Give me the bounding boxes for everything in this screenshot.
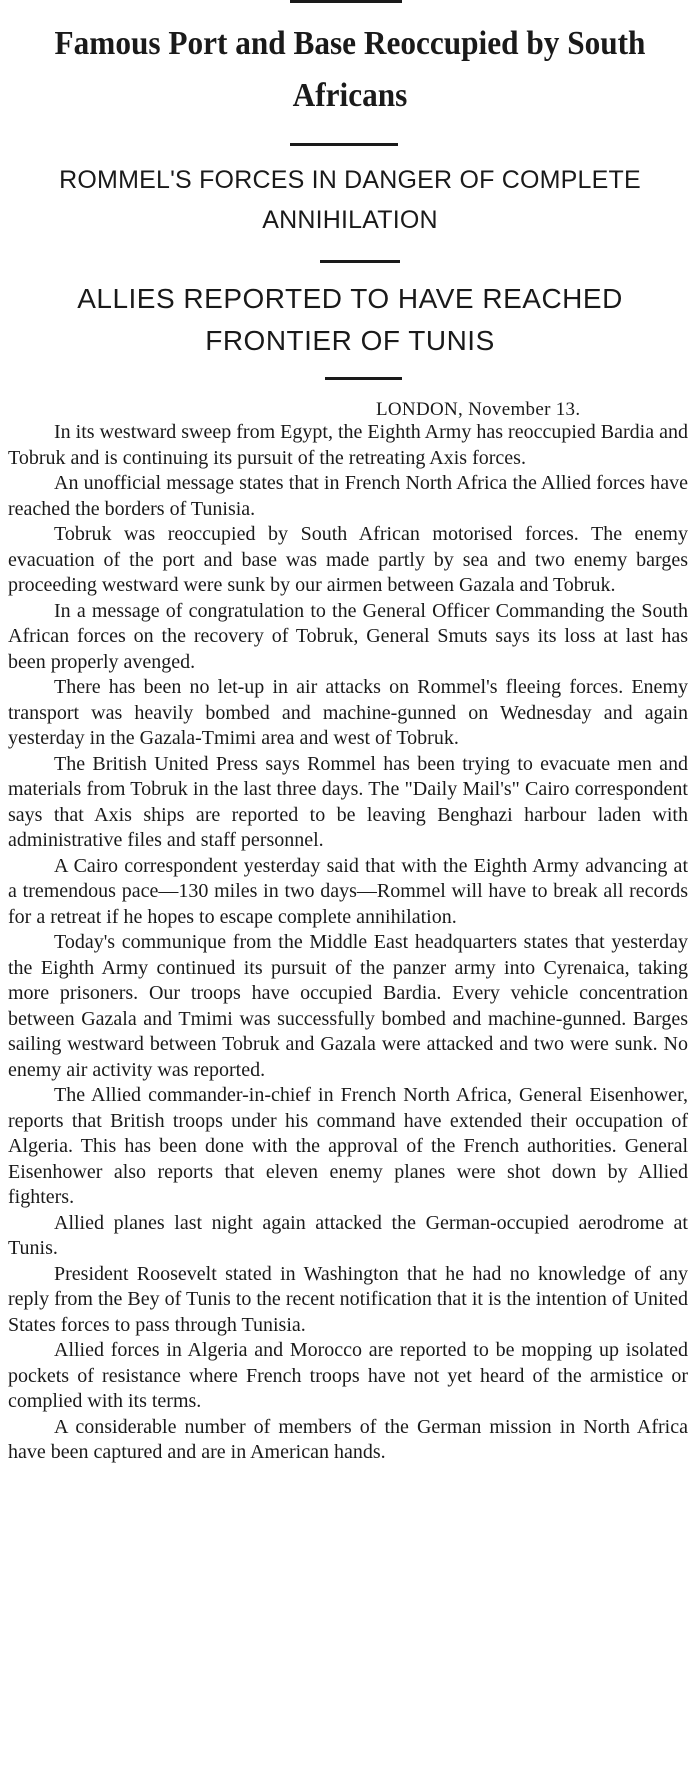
paragraph: The British United Press says Rommel has been trying to evacuate men and materials from Tobruk in the last three days. The "Daily Mail's" Cairo correspondent says that Axis ships are reported to be leaving Benghazi harbour laden with administrative files and staff personnel. — [8, 752, 688, 851]
rule-divider — [325, 377, 402, 380]
paragraph: There has been no let-up in air attacks on Rommel's fleeing forces. Enemy transport was heavily bombed and machine-gunned on Wednesday and again yesterday in the Gazala-Tmimi area and west of Tobruk. — [8, 676, 688, 749]
article-headline: Famous Port and Base Reoccupied by South Africans — [54, 25, 646, 114]
paragraph: A considerable number of members of the German mission in North Africa have been captured and are in American hands. — [8, 1415, 688, 1463]
paragraph: A Cairo correspondent yesterday said that with the Eighth Army advancing at a tremendous pace—130 miles in two days—Rommel will have to break all records for a retreat if he hopes to escape complete annihilation. — [8, 854, 688, 928]
paragraph: Allied planes last night again attacked the German-occupied aerodrome at Tunis. — [8, 1211, 688, 1259]
paragraph: President Roosevelt stated in Washington that he had no knowledge of any reply from the Bey of Tunis to the recent notification that it is the intention of United States forces to pass through Tunisia. — [8, 1262, 688, 1336]
paragraph: Allied forces in Algeria and Morocco are reported to be mopping up isolated pockets of resistance where French troops have not yet heard of the armistice or complied with its terms. — [8, 1339, 688, 1412]
rule-divider — [320, 260, 400, 263]
rule-divider — [290, 143, 398, 146]
top-rule — [290, 0, 402, 3]
article-deck: ALLIES REPORTED TO HAVE REACHED FRONTIER OF TUNIS — [77, 283, 623, 356]
paragraph: In its westward sweep from Egypt, the Eighth Army has reoccupied Bardia and Tobruk and is continuing its pursuit of the retreating Axis forces. — [8, 421, 688, 469]
article-subheadline: ROMMEL'S FORCES IN DANGER OF COMPLETE ANNIHILATION — [59, 166, 641, 234]
paragraph: Tobruk was reoccupied by South African motorised forces. The enemy evacuation of the port and base was made partly by sea and two enemy barges proceeding westward were sunk by our airmen between Gazala and Tobruk. — [8, 523, 688, 596]
paragraph: In a message of congratulation to the General Officer Commanding the South African forces on the recovery of Tobruk, General Smuts says its loss at last has been properly avenged. — [8, 599, 688, 673]
article-body — [8, 420, 688, 1466]
paragraph: Today's communique from the Middle East headquarters states that yesterday the Eighth Army continued its pursuit of the panzer army into Cyrenaica, taking more prisoners. Our troops have occupied Bardia. Every vehicle concentration between Gazala and Tmimi was successfully bombed and machine-gunned. Barges sailing westward between Tobruk and Gazala were attacked and two were sunk. No enemy air activity was reported. — [8, 931, 688, 1081]
paragraph: The Allied commander-in-chief in French North Africa, General Eisenhower, reports that British troops under his command have extended their occupation of Algeria. This has been done with the approval of the French authorities. General Eisenhower also reports that eleven enemy planes were shot down by Allied fighters. — [8, 1084, 688, 1208]
dateline: LONDON, November 13. — [376, 399, 581, 420]
paragraph: An unofficial message states that in French North Africa the Allied forces have reached the borders of Tunisia. — [8, 472, 688, 520]
